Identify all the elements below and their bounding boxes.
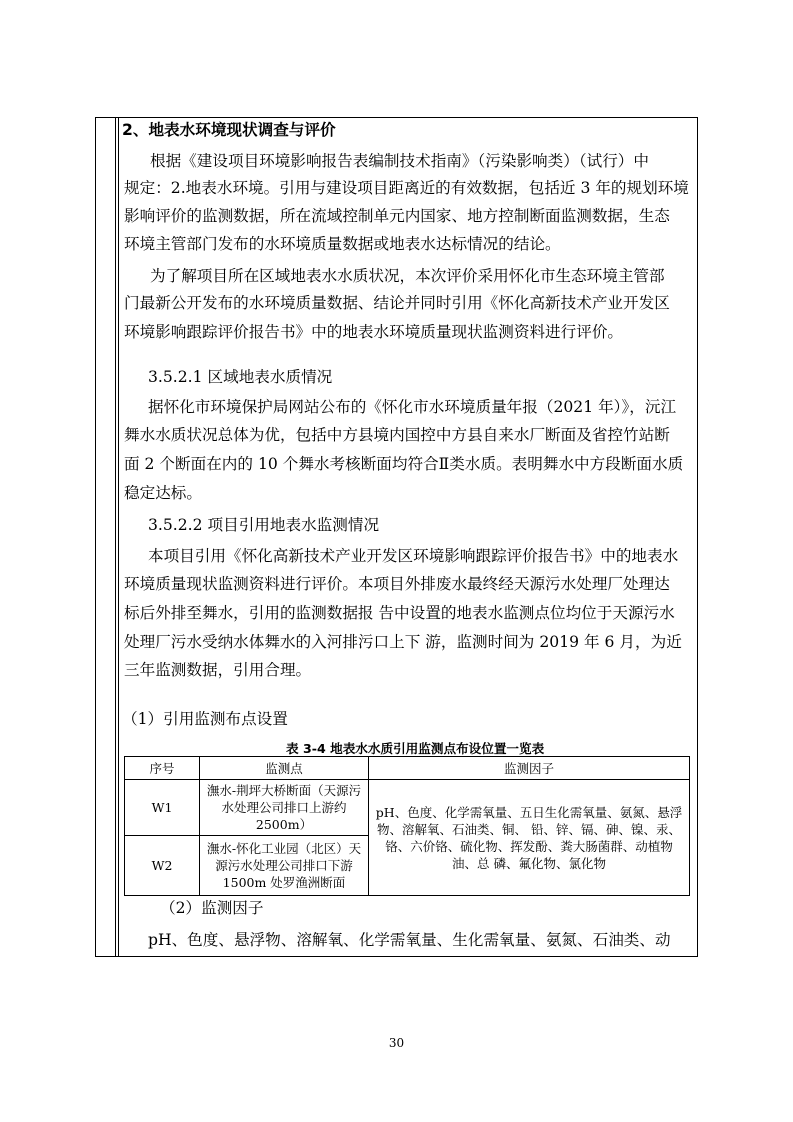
list-heading: （1）引用监测布点设置 — [122, 710, 288, 728]
row-id: W1 — [125, 780, 200, 836]
monitoring-table — [124, 756, 690, 896]
section-heading: 2、地表水环境现状调查与评价 — [122, 121, 336, 139]
paragraph-line: 环境主管部门发布的水环境质量数据或地表水达标情况的结论。 — [124, 235, 561, 253]
paragraph-line: 本项目引用《怀化高新技术产业开发区环境影响跟踪评价报告书》中的地表水 — [148, 547, 679, 565]
table-header-factors: 监测因子 — [369, 757, 690, 780]
paragraph-line: 标后外排至舞水，引用的监测数据报 告中设置的地表水监测点位均位于天源污水 — [124, 604, 675, 622]
subsection-heading: 3.5.2.1 区域地表水质情况 — [148, 368, 333, 386]
list-heading: （2）监测因子 — [160, 899, 264, 917]
row-factors: pH、色度、化学需氧量、五日生化需氧量、氨氮、悬浮物、溶解氧、石油类、铜、 铅、锌、镉、砷、镍、汞、铬、六价铬、硫化物、挥发酚、粪大肠菌群、动植物油、总 磷、氟化物、氯化物 — [369, 780, 690, 896]
row-point: 潕水-怀化工业园（北区）天源污水处理公司排口下游 1500m 处罗渔洲断面 — [200, 836, 369, 896]
page-number: 30 — [388, 1036, 405, 1050]
paragraph-line: 环境影响跟踪评价报告书》中的地表水环境质量现状监测资料进行评价。 — [124, 323, 624, 341]
frame-divider — [115, 118, 116, 956]
paragraph-line: 门最新公开发布的水环境质量数据、结论并同时引用《怀化高新技术产业开发区 — [124, 294, 670, 312]
paragraph-line: 处理厂污水受纳水体舞水的入河排污口上下 游，监测时间为 2019 年 6 月，为近 — [124, 633, 682, 651]
paragraph-line: 根据《建设项目环境影响报告表编制技术指南》（污染影响类）（试行）中 — [150, 152, 649, 170]
paragraph-line: 环境质量现状监测资料进行评价。本项目外排废水最终经天源污水处理厂处理达 — [124, 575, 670, 593]
subsection-heading: 3.5.2.2 项目引用地表水监测情况 — [148, 516, 380, 534]
paragraph-line: pH、色度、悬浮物、溶解氧、化学需氧量、生化需氧量、氨氮、石油类、动 — [148, 931, 671, 949]
paragraph-line: 规定：2.地表水环境。引用与建设项目距离近的有效数据，包括近 3 年的规划环境 — [124, 179, 689, 197]
row-point: 潕水-荆坪大桥断面（天源污水处理公司排口上游约 2500m） — [200, 780, 369, 836]
table-header-row — [125, 757, 690, 780]
table-header-id: 序号 — [125, 757, 200, 780]
paragraph-line: 面 2 个断面在内的 10 个舞水考核断面均符合Ⅱ类水质。表明舞水中方段断面水质 — [124, 455, 684, 473]
paragraph-line: 为了解项目所在区域地表水水质状况，本次评价采用怀化市生态环境主管部 — [150, 267, 665, 285]
paragraph-line: 三年监测数据，引用合理。 — [124, 661, 312, 679]
frame-divider — [118, 118, 119, 956]
paragraph-line: 舞水水质状况总体为优，包括中方县境内国控中方县自来水厂断面及省控竹站断 — [124, 426, 670, 444]
table-header-point: 监测点 — [200, 757, 369, 780]
paragraph-line: 稳定达标。 — [124, 484, 202, 502]
paragraph-line: 据怀化市环境保护局网站公布的《怀化市水环境质量年报（2021 年）》，沅江 — [148, 398, 677, 416]
table-caption: 表 3-4 地表水水质引用监测点布设位置一览表 — [286, 741, 545, 756]
table-row — [125, 780, 690, 836]
paragraph-line: 影响评价的监测数据，所在流域控制单元内国家、地方控制断面监测数据，生态 — [124, 207, 670, 225]
row-id: W2 — [125, 836, 200, 896]
